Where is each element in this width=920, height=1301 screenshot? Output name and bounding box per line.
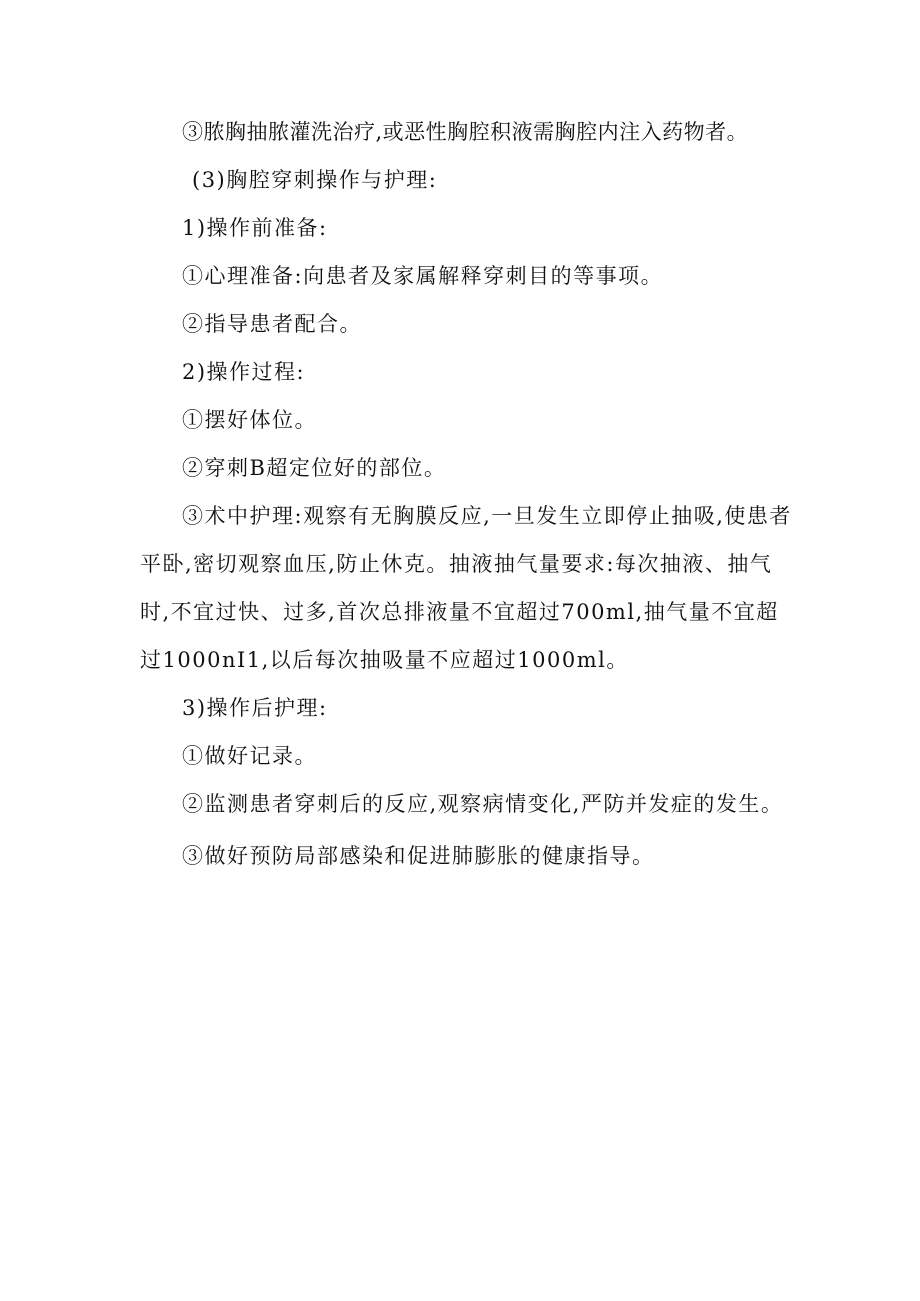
paragraph-puncture-site: ②穿刺B超定位好的部位。 — [182, 456, 447, 480]
paragraph-position: ①摆好体位。 — [182, 408, 317, 432]
paragraph-intraoperative-care: ③术中护理:观察有无胸膜反应,一旦发生立即停止抽吸,使患者平卧,密切观察血压,防止休克。抽液抽气量要求:每次抽液、抽气时,不宜过快、过多,首次总排液量不宜超过700ml,抽气量不宜超过1000nI1,以后每次抽吸量不应超过1000ml。 — [140, 504, 792, 672]
paragraph-monitor-reaction: ②监测患者穿刺后的反应,观察病情变化,严防并发症的发生。 — [182, 792, 784, 816]
paragraph-psychological-prep: ①心理准备:向患者及家属解释穿刺目的等事项。 — [182, 264, 664, 288]
heading-post-operation: 3)操作后护理: — [182, 696, 328, 720]
paragraph-empyema-irrigation: ③脓胸抽脓灌洗治疗,或恶性胸腔积液需胸腔内注入药物者。 — [182, 120, 749, 144]
document-body — [140, 108, 800, 880]
paragraph-guide-cooperation: ②指导患者配合。 — [182, 312, 362, 336]
paragraph-health-guidance: ③做好预防局部感染和促进肺膨胀的健康指导。 — [182, 844, 655, 868]
paragraph-record: ①做好记录。 — [182, 744, 317, 768]
heading-thoracentesis-care: (3)胸腔穿刺操作与护理: — [192, 168, 438, 192]
heading-pre-operation: 1)操作前准备: — [182, 216, 328, 240]
heading-operation-process: 2)操作过程: — [182, 360, 306, 384]
